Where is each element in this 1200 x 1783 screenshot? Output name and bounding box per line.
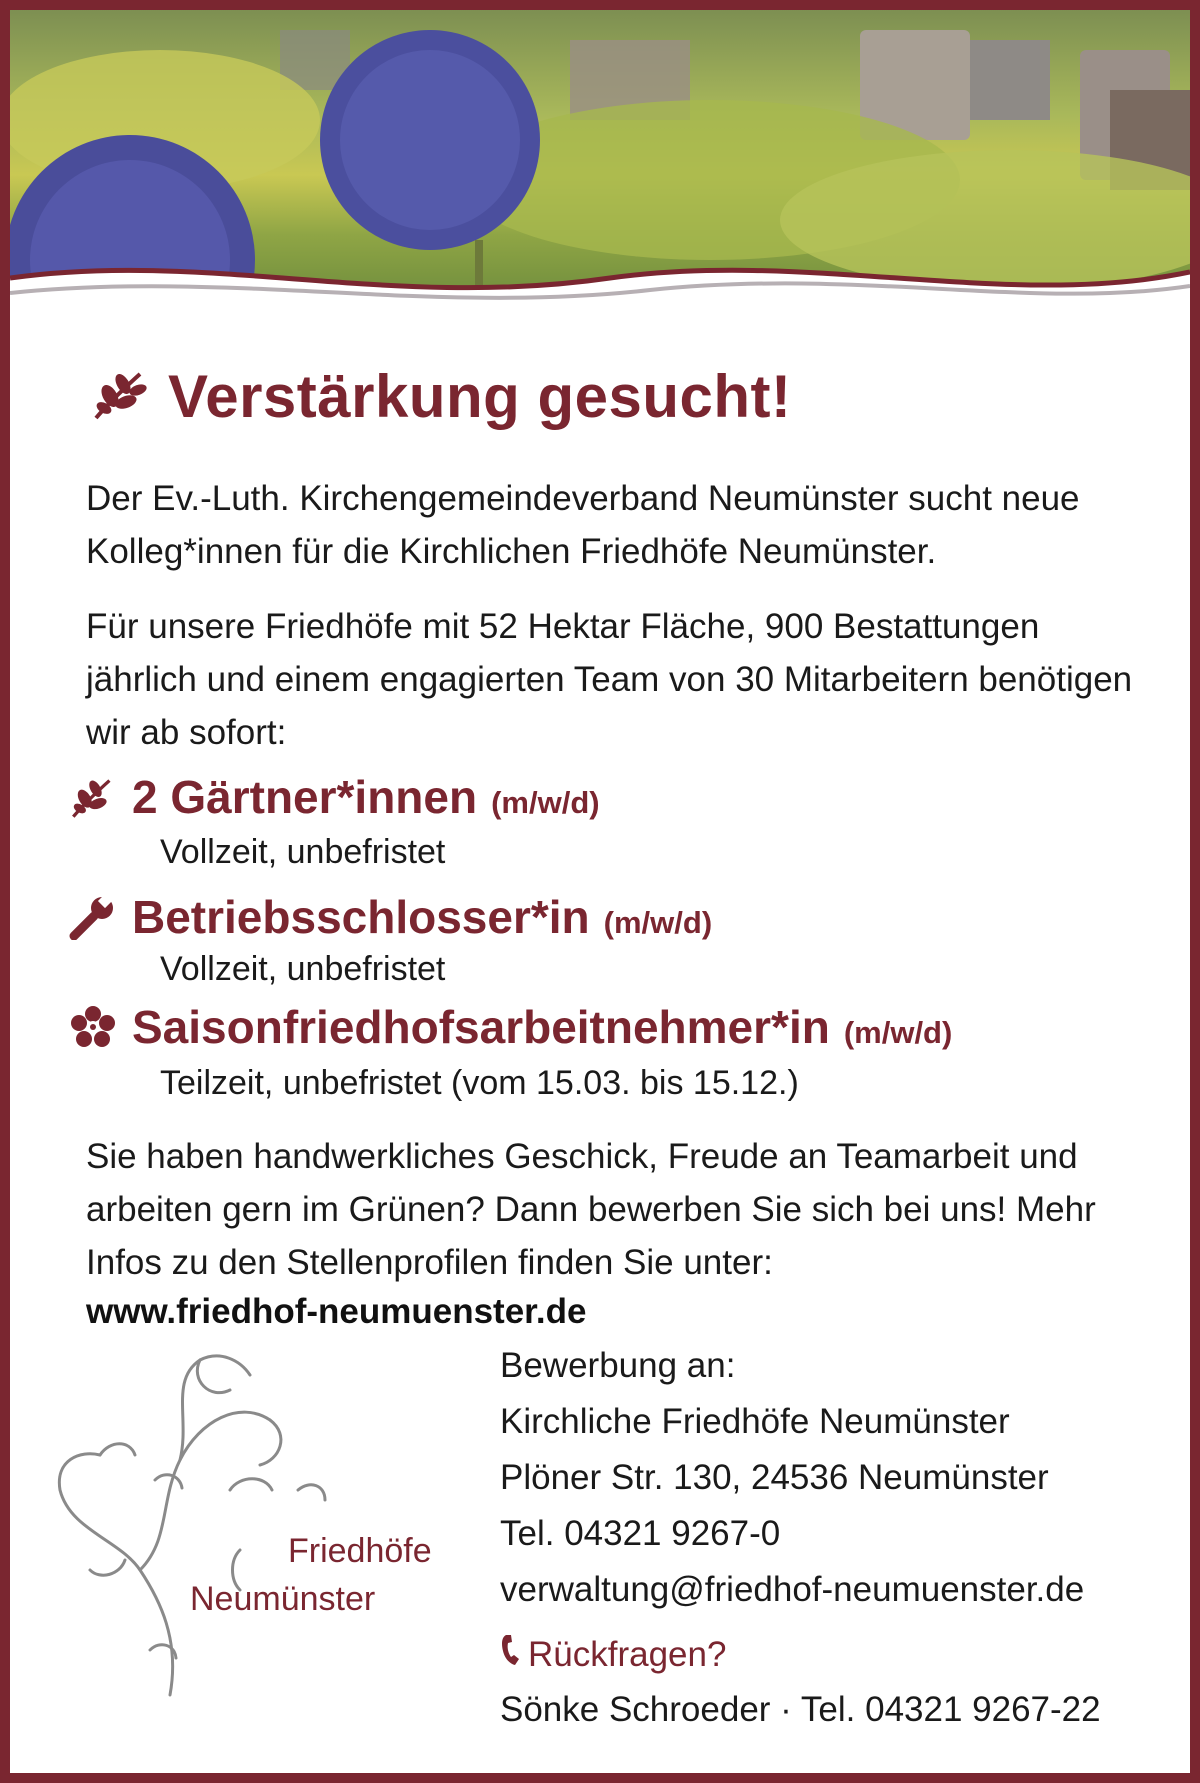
call-to-action-text: Sie haben handwerkliches Geschick, Freude an Teamarbeit und arbeiten gern im Grünen? Dann bewerben Sie sich bei uns! Mehr Infos zu den Stellenprofilen finden Sie unter: (86, 1137, 1096, 1282)
questions-label: Rückfragen? (528, 1634, 727, 1674)
job-item-seasonal-worker (66, 1000, 952, 1054)
application-phone[interactable]: Tel. 04321 9267-0 (500, 1514, 781, 1553)
job-terms: Vollzeit, unbefristet (160, 833, 446, 871)
description-text: Für unsere Friedhöfe mit 52 Hektar Fläche, 900 Bestattungen jährlich und einem engagierten Team von 30 Mitarbeitern benötigen wir ab sofort: (86, 607, 1133, 752)
intro-text: Der Ev.-Luth. Kirchengemeindeverband Neumünster sucht neue Kolleg*innen für die Kirchlichen Friedhöfe Neumünster. (86, 479, 1080, 571)
job-gender-tag: (m/w/d) (843, 1015, 953, 1050)
logo-text-line1: Friedhöfe (288, 1532, 432, 1570)
job-title: 2 Gärtner*innen (132, 771, 478, 823)
header-photo (10, 10, 1190, 310)
wrench-icon (66, 892, 120, 942)
logo-text-line2: Neumünster (190, 1580, 376, 1618)
job-terms: Teilzeit, unbefristet (vom 15.03. bis 15.12.) (160, 1064, 799, 1102)
application-heading: Bewerbung an: (500, 1346, 736, 1385)
leaf-icon (90, 366, 150, 427)
job-item-gardener (66, 770, 600, 824)
phone-icon (500, 1633, 524, 1676)
job-gender-tag: (m/w/d) (491, 785, 600, 820)
headline-row (90, 362, 792, 431)
job-title: Saisonfriedhofsarbeitnehmer*in (132, 1001, 830, 1053)
job-terms: Vollzeit, unbefristet (160, 950, 446, 988)
questions-label-row (500, 1633, 726, 1676)
job-gender-tag: (m/w/d) (603, 905, 713, 940)
leaf-icon (66, 772, 120, 822)
website-link[interactable]: www.friedhof-neumuenster.de (86, 1292, 587, 1331)
application-email[interactable]: verwaltung@friedhof-neumuenster.de (500, 1570, 1085, 1609)
application-address: Plöner Str. 130, 24536 Neumünster (500, 1458, 1049, 1497)
job-item-locksmith (66, 890, 712, 944)
application-org: Kirchliche Friedhöfe Neumünster (500, 1402, 1010, 1441)
friedhoefe-logo (40, 1340, 480, 1700)
questions-contact: Sönke Schroeder · Tel. 04321 9267-22 (500, 1690, 1101, 1729)
job-title: Betriebsschlosser*in (132, 891, 590, 943)
headline: Verstärkung gesucht! (168, 363, 792, 430)
flower-icon (66, 1002, 120, 1052)
